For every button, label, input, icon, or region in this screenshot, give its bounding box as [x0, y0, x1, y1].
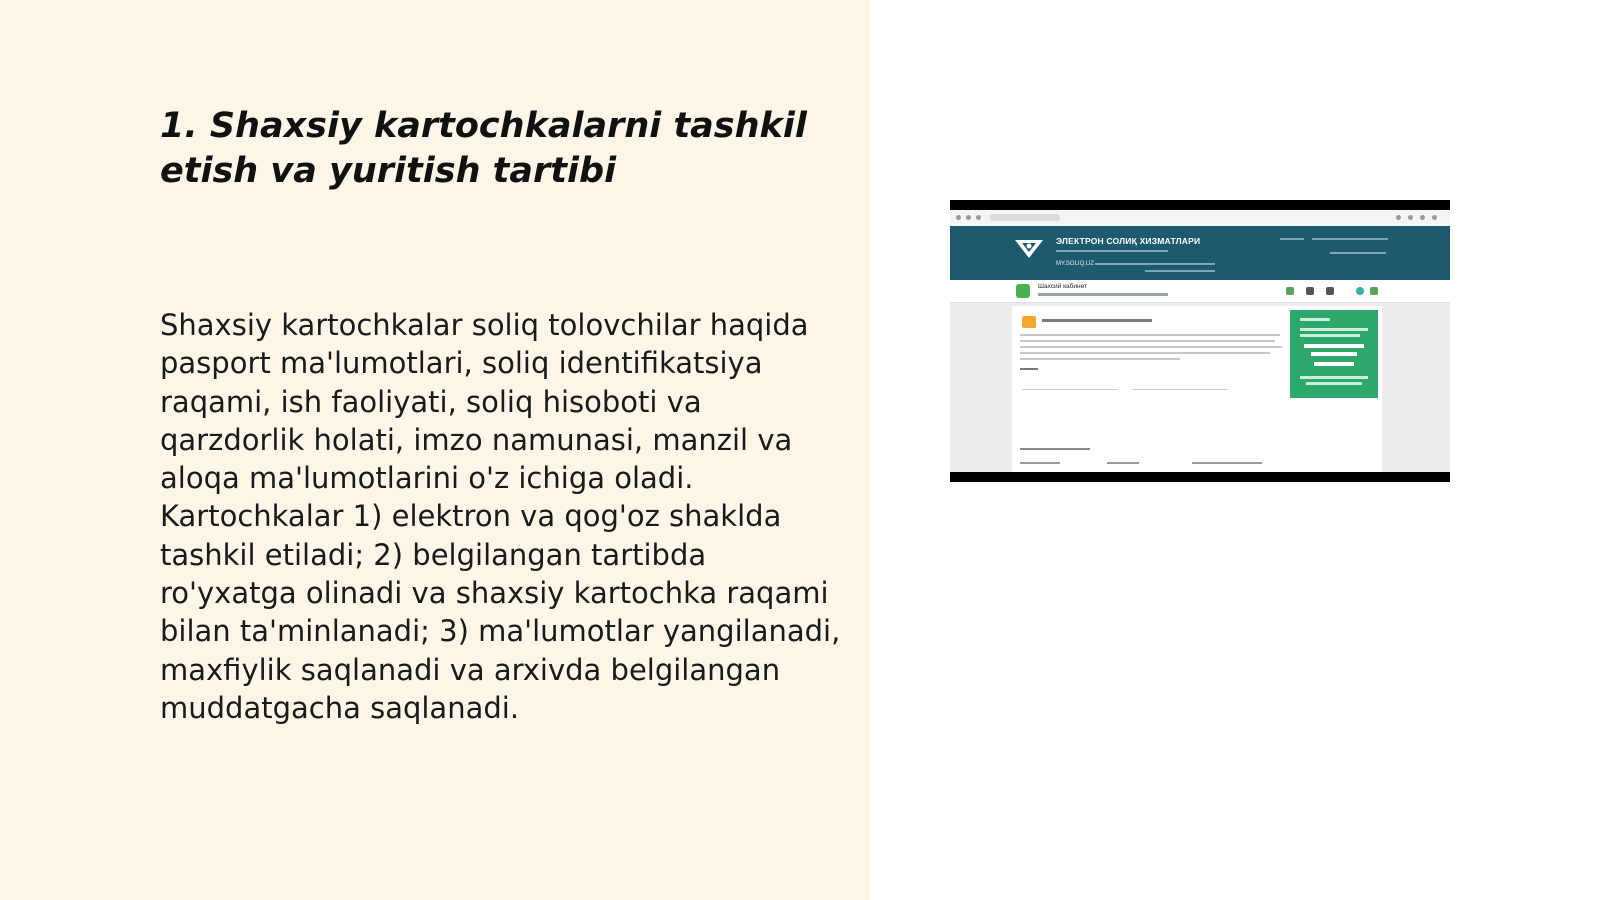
menu-icon — [1432, 215, 1437, 220]
promo-text-line — [1306, 382, 1362, 385]
site-title: ЭЛЕКТРОН СОЛИҚ ХИЗМАТЛАРИ — [1056, 236, 1201, 246]
logout-icon — [1370, 287, 1378, 295]
forward-icon — [966, 215, 971, 220]
slide-title: 1. Shaxsiy kartochkalarni tashkil etish va yuritish tartibi — [160, 106, 807, 191]
header-contact-line — [1312, 238, 1388, 240]
promo-heading-line — [1314, 362, 1354, 366]
column-header-line — [1107, 462, 1139, 464]
text-line — [1020, 334, 1280, 336]
reload-icon — [976, 215, 981, 220]
toolbar-icon — [1420, 215, 1425, 220]
column-header-line — [1192, 462, 1262, 464]
label-line — [1020, 368, 1038, 370]
select-field — [1022, 380, 1118, 390]
user-icon — [1306, 287, 1314, 295]
text-line — [1020, 358, 1180, 360]
toolbar-icon — [1408, 215, 1413, 220]
column-header-line — [1020, 462, 1060, 464]
user-bar — [950, 280, 1450, 303]
screenshot-viewport — [950, 210, 1450, 472]
promo-tab-line — [1300, 318, 1330, 321]
header-link-line — [1280, 238, 1304, 240]
card-heading-line — [1042, 319, 1152, 322]
header-slogan-line — [1095, 263, 1215, 265]
header-contact-line — [1330, 252, 1386, 254]
promo-text-line — [1300, 376, 1368, 379]
user-section-title: Шахсий кабинет — [1038, 283, 1087, 290]
slide-body-text: Shaxsiy kartochkalar soliq tolovchilar haqida pasport ma'lumotlari, soliq identifikatsiya raqami, ish faoliyati, soliq hisoboti va qarzdorlik holati, imzo namunasi, manzil va aloqa ma'lumotlarini o'z ichiga oladi. Kartochkalar 1) elektron va qog'oz shaklda tashkil etiladi; 2) belgilangan tartibda ro'yxatga olinadi va shaxsiy kartochka raqami bilan ta'minlanadi; 3) ma'lumotlar yangilanadi, maxfiylik saqlanadi va arxivda belgilangan muddatgacha saqlanadi. — [160, 308, 841, 725]
tax-emblem-icon — [1014, 238, 1044, 260]
user-avatar — [1016, 284, 1030, 298]
promo-heading-line — [1311, 352, 1357, 356]
globe-icon — [1356, 287, 1364, 295]
embedded-screenshot — [950, 200, 1450, 482]
promo-panel — [1290, 310, 1378, 398]
document-icon — [1022, 316, 1036, 328]
site-header — [950, 226, 1450, 280]
header-slogan-line — [1145, 270, 1215, 272]
home-icon — [1286, 287, 1294, 295]
browser-toolbar — [950, 210, 1450, 227]
user-name-line — [1038, 293, 1168, 296]
promo-text-line — [1300, 334, 1360, 337]
site-domain: MY.SOLIQ.UZ — [1056, 261, 1094, 267]
header-subtitle-line — [1056, 250, 1168, 252]
text-line — [1020, 346, 1282, 348]
address-bar — [990, 214, 1060, 221]
section-heading-line — [1020, 448, 1090, 450]
text-line — [1020, 340, 1275, 342]
promo-heading-line — [1304, 344, 1364, 348]
select-field — [1132, 380, 1228, 390]
promo-text-line — [1300, 328, 1368, 331]
bell-icon — [1326, 287, 1334, 295]
back-icon — [956, 215, 961, 220]
text-line — [1020, 352, 1270, 354]
toolbar-icon — [1396, 215, 1401, 220]
